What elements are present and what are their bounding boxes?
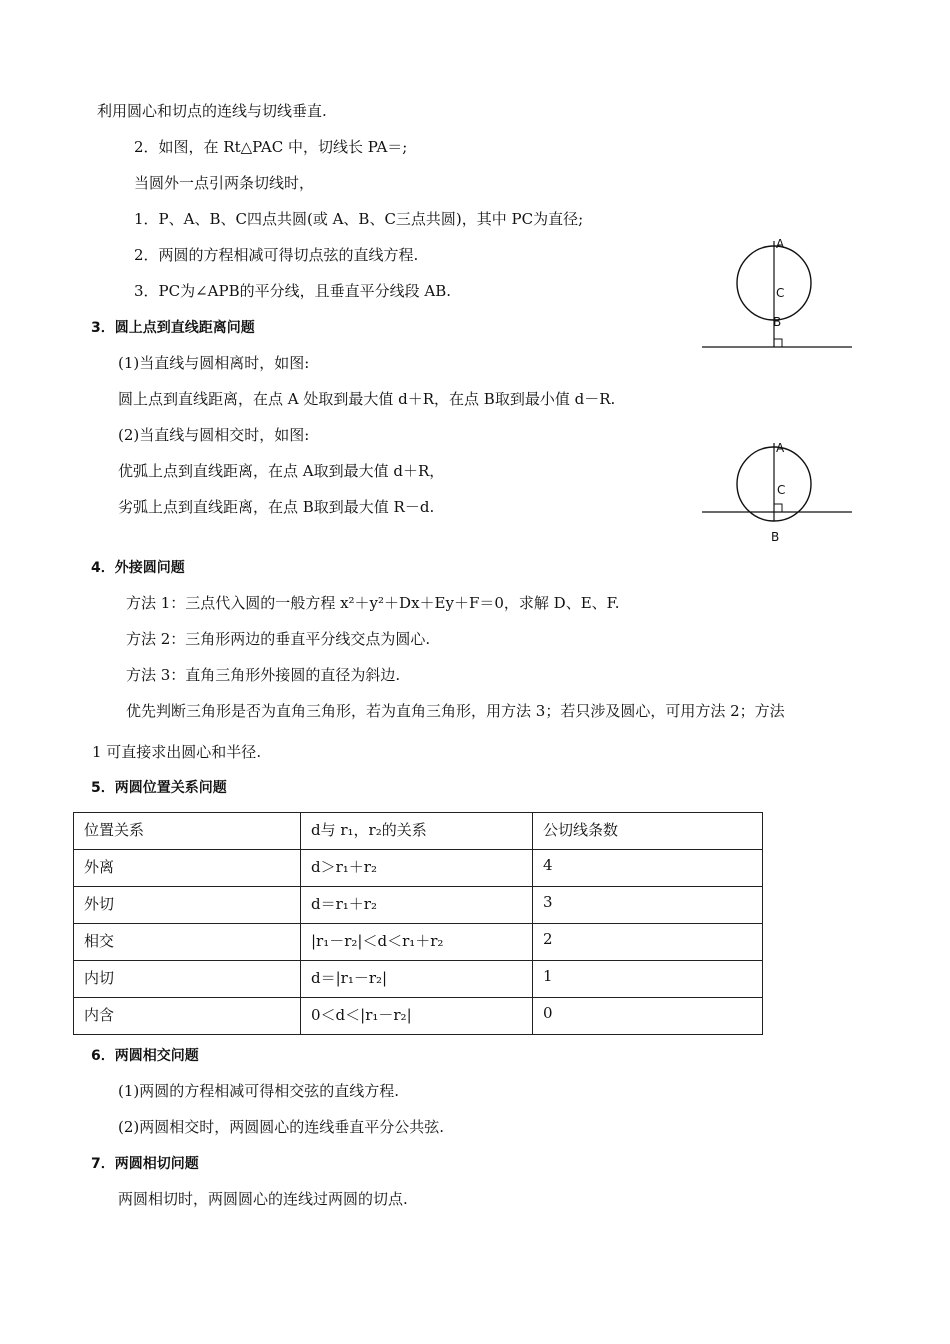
text-line: 优先判断三角形是否为直角三角形，若为直角三角形，用方法 3；若只涉及圆心，可用方法 2；方法 bbox=[126, 702, 785, 720]
text-line: 圆上点到直线距离，在点 A 处取到最大值 d＋R，在点 B取到最小值 d－R. bbox=[118, 390, 616, 408]
table-cell: d＝r₁＋r₂ bbox=[301, 887, 533, 924]
text-line: (1)两圆的方程相减可得相交弦的直线方程. bbox=[118, 1082, 400, 1100]
table-cell: 内切 bbox=[74, 961, 301, 998]
table-row bbox=[74, 850, 763, 887]
table-cell: d＞r₁＋r₂ bbox=[301, 850, 533, 887]
table-row bbox=[74, 998, 763, 1035]
text-line: 1．P、A、B、C四点共圆(或 A、B、C三点共圆)，其中 PC为直径; bbox=[134, 210, 584, 228]
text-line: 1 可直接求出圆心和半径. bbox=[92, 743, 262, 761]
text-line: 2．如图，在 Rt△PAC 中，切线长 PA＝; bbox=[134, 138, 408, 156]
point-label-a: A bbox=[776, 441, 785, 455]
table-cell: |r₁－r₂|＜d＜r₁＋r₂ bbox=[301, 924, 533, 961]
text-line: 方法 3：直角三角形外接圆的直径为斜边. bbox=[126, 666, 401, 684]
circle-position-table bbox=[73, 812, 763, 1035]
table-cell: 2 bbox=[533, 924, 763, 961]
text-line: (1)当直线与圆相离时，如图: bbox=[118, 354, 310, 372]
text-line: 3．PC为∠APB的平分线，且垂直平分线段 AB. bbox=[134, 282, 452, 300]
section-heading: 3．圆上点到直线距离问题 bbox=[91, 320, 255, 336]
table-cell: 1 bbox=[533, 961, 763, 998]
table-cell: 相交 bbox=[74, 924, 301, 961]
table-row bbox=[74, 961, 763, 998]
text-line: 2．两圆的方程相减可得切点弦的直线方程. bbox=[134, 246, 419, 264]
text-line: 方法 2：三角形两边的垂直平分线交点为圆心. bbox=[126, 630, 431, 648]
table-cell: 3 bbox=[533, 887, 763, 924]
section-heading: 7．两圆相切问题 bbox=[91, 1156, 199, 1172]
point-label-b: B bbox=[773, 315, 782, 329]
circle-line-separate-figure bbox=[700, 235, 860, 355]
circle-line-intersect-figure bbox=[700, 440, 860, 550]
table-header-cell: 公切线条数 bbox=[533, 813, 763, 850]
table-cell: 0＜d＜|r₁－r₂| bbox=[301, 998, 533, 1035]
right-angle-mark bbox=[774, 339, 782, 347]
table-header-cell: d与 r₁，r₂的关系 bbox=[301, 813, 533, 850]
text-line: 当圆外一点引两条切线时， bbox=[134, 174, 315, 192]
table-cell: d＝|r₁－r₂| bbox=[301, 961, 533, 998]
text-line: (2)当直线与圆相交时，如图: bbox=[118, 426, 310, 444]
text-line: 优弧上点到直线距离，在点 A取到最大值 d＋R， bbox=[118, 462, 445, 480]
section-heading: 6．两圆相交问题 bbox=[91, 1048, 199, 1064]
text-line: 劣弧上点到直线距离，在点 B取到最大值 R－d. bbox=[118, 498, 435, 516]
right-angle-mark bbox=[774, 504, 782, 512]
text-line: 方法 1：三点代入圆的一般方程 x²＋y²＋Dx＋Ey＋F＝0，求解 D、E、F. bbox=[126, 594, 620, 612]
table-header-row bbox=[74, 813, 763, 850]
text-line: (2)两圆相交时，两圆圆心的连线垂直平分公共弦. bbox=[118, 1118, 445, 1136]
table-cell: 4 bbox=[533, 850, 763, 887]
table-row bbox=[74, 887, 763, 924]
section-heading: 5．两圆位置关系问题 bbox=[91, 780, 227, 796]
point-label-b: B bbox=[771, 530, 780, 544]
table-cell: 外离 bbox=[74, 850, 301, 887]
text-line: 两圆相切时，两圆圆心的连线过两圆的切点. bbox=[118, 1190, 408, 1208]
table-cell: 0 bbox=[533, 998, 763, 1035]
table-cell: 外切 bbox=[74, 887, 301, 924]
table-row bbox=[74, 924, 763, 961]
section-heading: 4．外接圆问题 bbox=[91, 560, 185, 576]
point-label-c: C bbox=[776, 286, 785, 300]
point-label-c: C bbox=[777, 483, 786, 497]
table-header-cell: 位置关系 bbox=[74, 813, 301, 850]
text-line: 利用圆心和切点的连线与切线垂直. bbox=[97, 102, 327, 120]
point-label-a: A bbox=[776, 237, 785, 251]
table-cell: 内含 bbox=[74, 998, 301, 1035]
